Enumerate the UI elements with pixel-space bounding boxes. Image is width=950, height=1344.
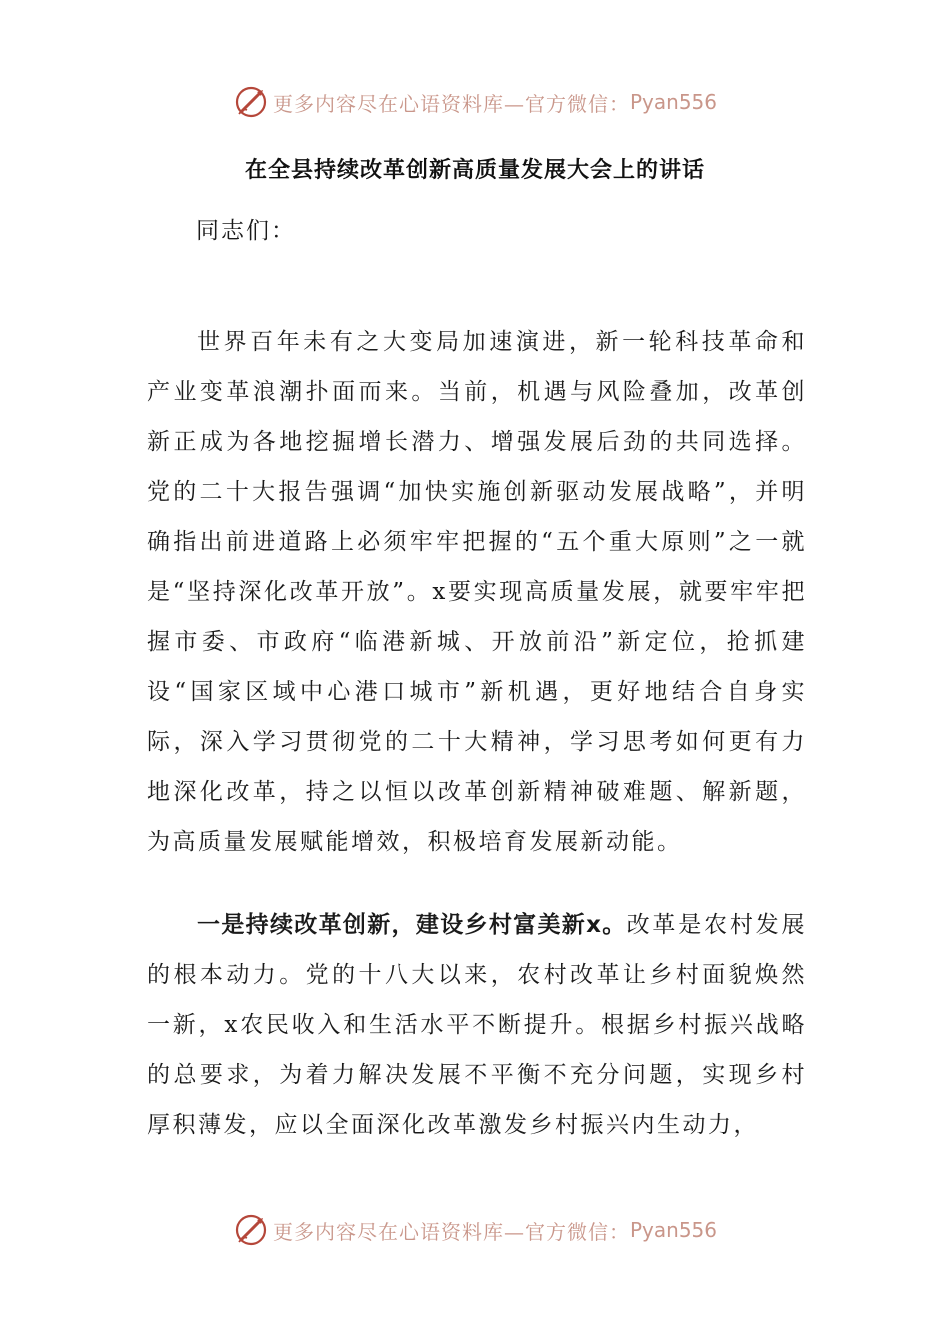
paragraph-intro: 世界百年未有之大变局加速演进，新一轮科技革命和产业变革浪潮扑面而来。当前，机遇与风险叠加，改革创新正成为各地挖掘增长潜力、增强发展后劲的共同选择。党的二十大报告强调“加快实施创新驱动发展战略”，并明确指出前进道路上必须牢牢把握的“五个重大原则”之一就是“坚持深化改革开放”。x要实现高质量发展，就要牢牢把握市委、市政府“临港新城、开放前沿”新定位，抢抓建设“国家区域中心港口城市”新机遇，更好地结合自身实际，深入学习贯彻党的二十大精神，学习思考如何更有力地深化改革，持之以恒以改革创新精神破难题、解新题，为高质量发展赋能增效，积极培育发展新动能。	[147, 329, 807, 855]
watermark-text: 更多内容尽在心语资料库—官方微信：	[272, 91, 630, 116]
paragraph-lead: 一是持续改革创新，建设乡村富美新x。	[197, 912, 627, 938]
watermark-footer	[0, 1208, 950, 1252]
paragraph-point-one	[147, 900, 807, 1150]
document-title: 在全县持续改革创新高质量发展大会上的讲话	[244, 158, 705, 183]
salutation: 同志们：	[196, 218, 296, 244]
watermark-wechat-id: Pyan556	[629, 90, 717, 114]
watermark-wechat-id: Pyan556	[629, 1218, 717, 1242]
watermark-header	[0, 80, 950, 124]
paragraph-body: 改革是农村发展的根本动力。党的十八大以来，农村改革让乡村面貌焕然一新，x农民收入和生活水平不断提升。根据乡村振兴战略的总要求，为着力解决发展不平衡不充分问题，实现乡村厚积薄发，应以全面深化改革激发乡村振兴内生动力，	[147, 912, 807, 1138]
watermark-text: 更多内容尽在心语资料库—官方微信：	[272, 1219, 630, 1244]
pen-logo-icon	[233, 84, 269, 120]
pen-logo-icon	[233, 1212, 269, 1248]
